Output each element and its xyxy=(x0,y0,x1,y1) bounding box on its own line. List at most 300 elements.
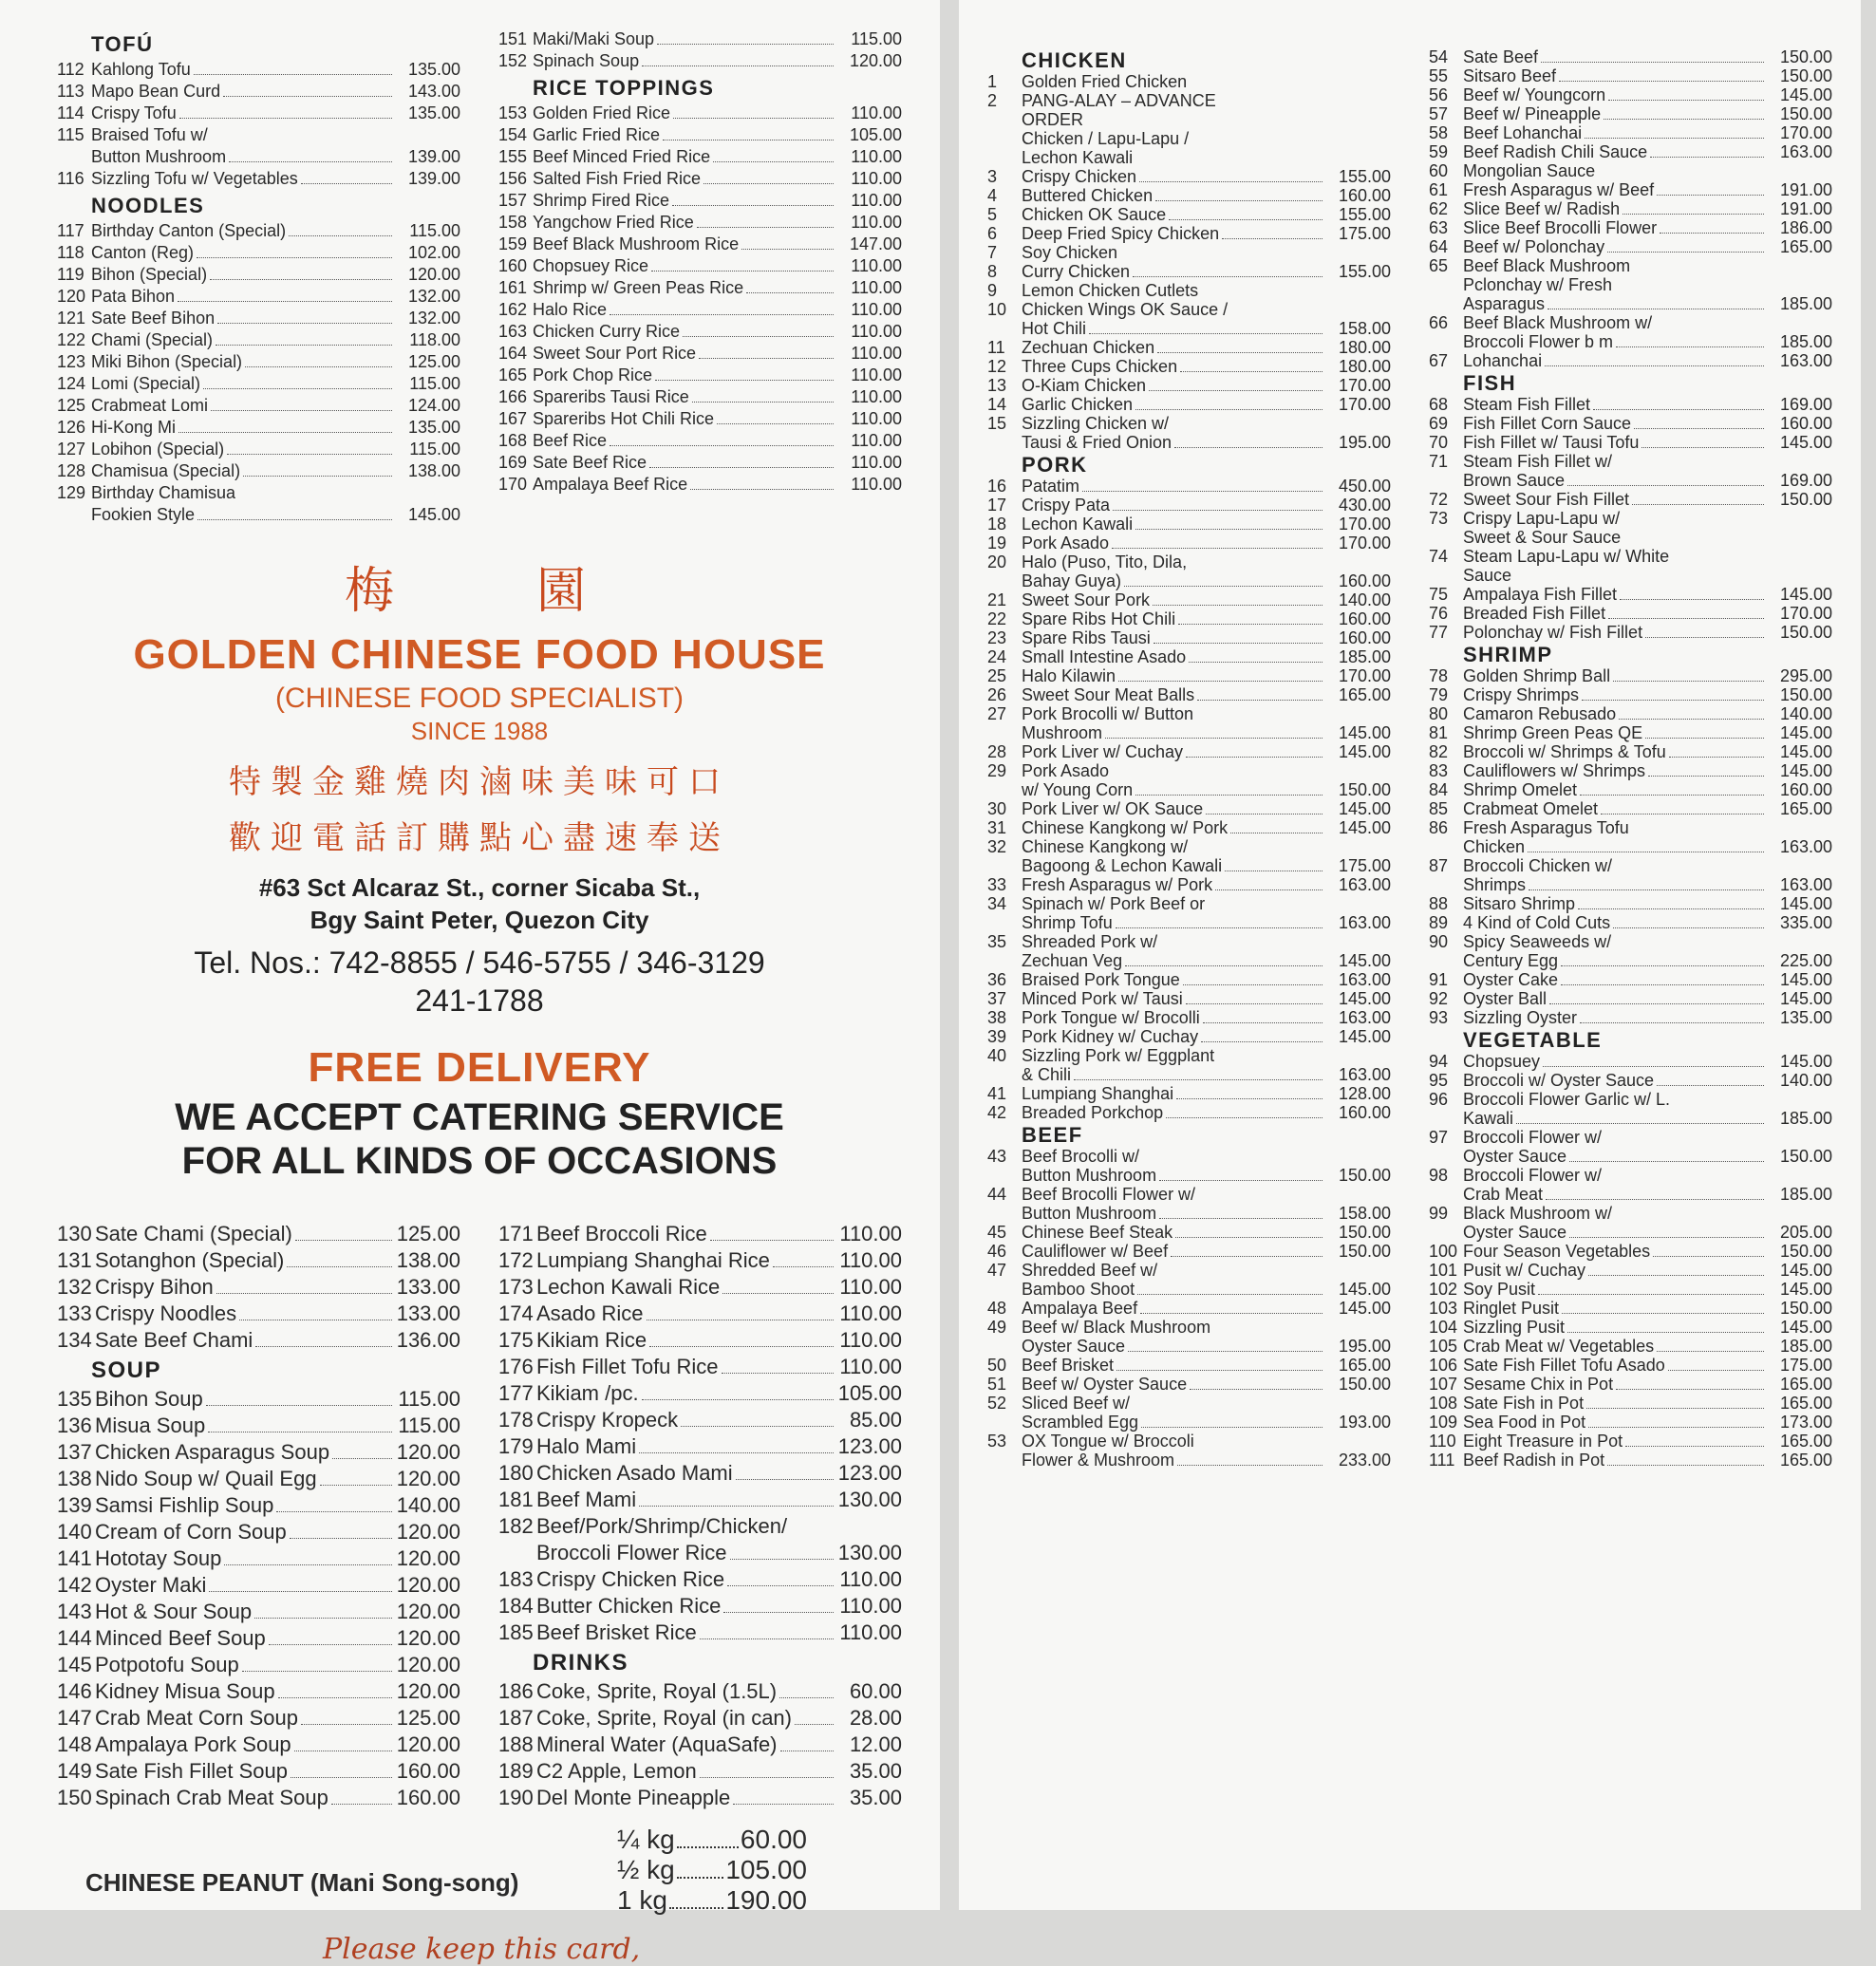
section-heading: RICE TOPPINGS xyxy=(533,76,715,100)
item-number: 150 xyxy=(57,1786,92,1809)
section-heading: SHRIMP xyxy=(1463,643,1553,666)
item-name-wrap xyxy=(533,28,835,50)
item-price: 160.00 xyxy=(396,1759,460,1783)
menu-item-continuation xyxy=(57,146,460,168)
leader-dots xyxy=(1653,1256,1764,1257)
item-name-wrap xyxy=(533,255,835,277)
item-name: Braised Pork Tongue xyxy=(1022,970,1180,989)
item-name: Beef Lohanchai xyxy=(1463,123,1583,142)
menu-item xyxy=(1429,1318,1832,1337)
item-number: 35 xyxy=(987,932,1007,951)
menu-item xyxy=(57,1301,460,1327)
leader-dots xyxy=(1604,119,1764,120)
item-name-wrap xyxy=(1022,243,1324,262)
menu-item xyxy=(1429,1090,1832,1109)
menu-item xyxy=(987,1046,1391,1065)
item-number: 154 xyxy=(498,125,528,144)
item-price: 110.00 xyxy=(851,475,902,494)
item-name: Shredded Beef w/ xyxy=(1022,1261,1158,1280)
leader-dots xyxy=(276,1511,392,1512)
item-name: Crabmeat Lomi xyxy=(91,396,209,415)
peanut-block xyxy=(57,1825,902,1916)
item-name-wrap xyxy=(1463,161,1766,180)
leader-dots xyxy=(672,205,834,206)
item-name: Braised Tofu w/ xyxy=(91,125,208,144)
item-name: Mongolian Sauce xyxy=(1463,161,1596,180)
menu-item-continuation xyxy=(987,571,1391,590)
leader-dots xyxy=(217,323,392,324)
item-price: 180.00 xyxy=(1338,357,1391,376)
item-price: 135.00 xyxy=(407,103,460,122)
item-name-wrap xyxy=(95,1386,394,1413)
item-number: 111 xyxy=(1429,1451,1455,1470)
item-number: 37 xyxy=(987,989,1007,1008)
address-line: #63 Sct Alcaraz St., corner Sicaba St., xyxy=(258,873,701,902)
item-name-wrap xyxy=(1463,123,1766,142)
leader-dots xyxy=(1607,1465,1764,1466)
item-price: 145.00 xyxy=(1338,723,1391,742)
item-number: 27 xyxy=(987,704,1007,723)
item-name-wrap xyxy=(1022,704,1324,723)
item-price: 110.00 xyxy=(839,1594,902,1618)
item-name-wrap xyxy=(533,386,835,408)
item-name: Beef Broccoli Rice xyxy=(536,1222,707,1245)
item-name: Crispy Bihon xyxy=(95,1275,214,1299)
menu-item xyxy=(1429,547,1832,566)
address-line: Bgy Saint Peter, Quezon City xyxy=(310,906,649,934)
item-name: Small Intestine Asado xyxy=(1022,647,1187,666)
item-price: 135.00 xyxy=(407,418,460,437)
leader-dots xyxy=(677,1855,724,1879)
item-name: Samsi Fishlip Soup xyxy=(95,1493,274,1517)
menu-item-continuation xyxy=(987,951,1391,970)
item-name: Pork Brocolli w/ Button xyxy=(1022,704,1194,723)
item-name: Sliced Beef w/ xyxy=(1022,1394,1131,1413)
item-number: 90 xyxy=(1429,932,1449,951)
item-price: 165.00 xyxy=(1779,1432,1832,1451)
item-number: 168 xyxy=(498,431,528,450)
item-name: Spicy Seaweeds w/ xyxy=(1463,932,1612,951)
leader-dots xyxy=(223,96,392,97)
menu-item xyxy=(498,321,902,343)
menu-item xyxy=(498,299,902,321)
menu-item xyxy=(987,496,1391,515)
menu-item xyxy=(1429,237,1832,256)
item-number: 129 xyxy=(57,483,86,502)
item-number: 126 xyxy=(57,418,86,437)
item-name: Black Mushroom w/ xyxy=(1463,1204,1613,1223)
leader-dots xyxy=(209,1591,392,1592)
item-number: 87 xyxy=(1429,856,1449,875)
item-price: 163.00 xyxy=(1338,1008,1391,1027)
menu-item xyxy=(498,234,902,255)
leader-dots xyxy=(1174,447,1323,448)
menu-item xyxy=(987,186,1391,205)
item-name: Crispy Tofu xyxy=(91,103,177,122)
leader-dots xyxy=(242,1671,392,1672)
leader-dots xyxy=(1586,1408,1764,1409)
leader-dots xyxy=(197,519,392,520)
leader-dots xyxy=(1166,1117,1323,1118)
item-name: Broccoli Flower Garlic w/ L. xyxy=(1463,1090,1671,1109)
item-number: 100 xyxy=(1429,1242,1458,1261)
item-name: Brown Sauce xyxy=(1463,471,1566,490)
item-name: Chamisua (Special) xyxy=(91,461,241,480)
item-name-wrap xyxy=(1022,224,1324,243)
item-number: 46 xyxy=(987,1242,1007,1261)
leader-dots xyxy=(289,235,392,236)
item-name: Sitsaro Shrimp xyxy=(1463,894,1576,913)
item-number: 142 xyxy=(57,1573,92,1597)
menu-item xyxy=(987,1299,1391,1318)
item-name: Lomi (Special) xyxy=(91,374,201,393)
menu-item xyxy=(987,224,1391,243)
leader-dots xyxy=(1137,1294,1323,1295)
item-price: 163.00 xyxy=(1338,913,1391,932)
item-number: 112 xyxy=(57,60,84,79)
menu-item xyxy=(987,647,1391,666)
menu-item xyxy=(987,515,1391,534)
menu-item xyxy=(987,894,1391,913)
item-name-wrap xyxy=(536,1433,835,1460)
item-price: 120.00 xyxy=(396,1546,460,1570)
menu-item xyxy=(987,1008,1391,1027)
item-name: Bihon Soup xyxy=(95,1387,203,1411)
menu-top-columns xyxy=(57,28,902,526)
leader-dots xyxy=(1620,599,1764,600)
item-name: Canton (Reg) xyxy=(91,243,195,262)
menu-item xyxy=(1429,1432,1832,1451)
leader-dots xyxy=(1580,795,1764,796)
item-number: 33 xyxy=(987,875,1007,894)
catering-line: WE ACCEPT CATERING SERVICE xyxy=(175,1096,784,1138)
item-name: Curry Chicken xyxy=(1022,262,1131,281)
item-price: 145.00 xyxy=(1338,989,1391,1008)
item-name: Oyster Sauce xyxy=(1022,1337,1126,1356)
item-price: 110.00 xyxy=(839,1275,902,1299)
item-name-wrap xyxy=(1022,761,1324,780)
leader-dots xyxy=(673,118,834,119)
leader-dots xyxy=(699,358,834,359)
menu-item xyxy=(1429,1356,1832,1375)
item-name-wrap xyxy=(1463,666,1766,685)
item-name-wrap xyxy=(1463,180,1766,199)
leader-dots xyxy=(1608,100,1764,101)
item-name-wrap xyxy=(1463,85,1766,104)
leader-dots xyxy=(733,1804,834,1805)
item-price: 115.00 xyxy=(409,440,460,459)
item-number: 49 xyxy=(987,1318,1007,1337)
item-name-wrap xyxy=(95,1652,394,1678)
item-name: Scrambled Egg xyxy=(1022,1413,1139,1432)
item-price: 430.00 xyxy=(1338,496,1391,515)
weight-qty: ¼ kg xyxy=(617,1825,675,1854)
item-price: 136.00 xyxy=(396,1328,460,1352)
item-name: Sizzling Pusit xyxy=(1463,1318,1566,1337)
item-name: Crab Meat w/ Vegetables xyxy=(1463,1337,1655,1356)
item-name: Camaron Rebusado xyxy=(1463,704,1617,723)
leader-dots xyxy=(669,1885,723,1909)
item-name: Tausi & Fried Onion xyxy=(1022,433,1172,452)
menu-item xyxy=(987,1084,1391,1103)
item-name-wrap xyxy=(91,460,394,482)
item-name-wrap xyxy=(1463,1166,1766,1185)
menu-item xyxy=(1429,1451,1832,1470)
leader-dots xyxy=(291,1777,392,1778)
leader-dots xyxy=(1562,1313,1764,1314)
item-name-wrap xyxy=(1463,623,1766,642)
item-name-wrap xyxy=(533,299,835,321)
menu-item xyxy=(1429,685,1832,704)
leader-dots xyxy=(642,1399,834,1400)
item-name-wrap xyxy=(1022,376,1324,395)
item-number: 85 xyxy=(1429,799,1449,818)
item-price: 185.00 xyxy=(1779,332,1832,351)
menu-item xyxy=(987,357,1391,376)
item-price: 175.00 xyxy=(1338,856,1391,875)
item-name-wrap xyxy=(1022,205,1324,224)
item-name: Hot Chili xyxy=(1022,319,1087,338)
item-name-wrap xyxy=(95,1572,394,1599)
item-name-wrap xyxy=(95,1545,394,1572)
item-number: 17 xyxy=(987,496,1007,515)
item-number: 123 xyxy=(57,352,86,371)
item-name: Beef Minced Fried Rice xyxy=(533,147,711,166)
leader-dots xyxy=(1197,700,1323,701)
item-name: Ampalaya Fish Fillet xyxy=(1463,585,1618,604)
item-name: Breaded Porkchop xyxy=(1022,1103,1164,1122)
item-number: 38 xyxy=(987,1008,1007,1027)
item-price: 145.00 xyxy=(1779,894,1832,913)
menu-item xyxy=(987,91,1391,110)
item-number: 36 xyxy=(987,970,1007,989)
item-price: 150.00 xyxy=(1779,623,1832,642)
menu-item xyxy=(57,1413,460,1439)
item-price: 139.00 xyxy=(407,147,460,166)
item-number: 130 xyxy=(57,1222,92,1245)
weight-price: 190.00 xyxy=(725,1885,807,1915)
item-price: 35.00 xyxy=(849,1759,902,1783)
item-price: 120.00 xyxy=(396,1440,460,1464)
leader-dots xyxy=(1222,238,1323,239)
item-name-wrap xyxy=(1463,913,1766,932)
item-name-wrap xyxy=(533,212,835,234)
item-price: 150.00 xyxy=(1779,490,1832,509)
leader-dots xyxy=(610,314,834,315)
item-number: 51 xyxy=(987,1375,1007,1394)
item-name-wrap xyxy=(1463,1090,1766,1109)
item-price: 12.00 xyxy=(849,1732,902,1756)
item-name: Crispy Kropeck xyxy=(536,1408,679,1432)
item-name-wrap xyxy=(1463,742,1766,761)
leader-dots xyxy=(717,423,834,424)
item-number: 91 xyxy=(1429,970,1449,989)
item-number: 86 xyxy=(1429,818,1449,837)
item-name-wrap xyxy=(536,1487,835,1513)
item-name: Crab Meat xyxy=(1463,1185,1544,1204)
leader-dots xyxy=(178,301,392,302)
item-price: 128.00 xyxy=(1338,1084,1391,1103)
item-price: 145.00 xyxy=(1779,742,1832,761)
menu-item xyxy=(57,264,460,286)
leader-dots xyxy=(178,432,392,433)
section-heading: NOODLES xyxy=(91,194,205,217)
menu-column xyxy=(987,47,1391,1470)
item-name: Spareribs Tausi Rice xyxy=(533,387,689,406)
item-number: 48 xyxy=(987,1299,1007,1318)
menu-item xyxy=(57,1705,460,1732)
leader-dots xyxy=(1186,1003,1323,1004)
item-name: Minced Pork w/ Tausi xyxy=(1022,989,1183,1008)
brand-since: SINCE 1988 xyxy=(410,717,549,745)
item-number: 149 xyxy=(57,1759,92,1783)
item-name: Sate Beef Bihon xyxy=(91,309,216,328)
item-name: Lumpiang Shanghai xyxy=(1022,1084,1174,1103)
menu-item xyxy=(498,1433,902,1460)
item-number: 2 xyxy=(987,91,998,110)
item-price: 225.00 xyxy=(1779,951,1832,970)
item-name-wrap xyxy=(91,103,394,124)
menu-item-continuation xyxy=(987,1413,1391,1432)
menu-item xyxy=(57,1625,460,1652)
menu-item xyxy=(987,799,1391,818)
menu-item xyxy=(498,146,902,168)
menu-item xyxy=(1429,490,1832,509)
menu-item xyxy=(57,417,460,439)
item-name: Crispy Chicken xyxy=(1022,167,1137,186)
item-price: 173.00 xyxy=(1779,1413,1832,1432)
menu-item-continuation xyxy=(987,1204,1391,1223)
item-price: 150.00 xyxy=(1779,47,1832,66)
item-name: Cauliflower w/ Beef xyxy=(1022,1242,1169,1261)
item-price: 165.00 xyxy=(1779,1375,1832,1394)
item-name: Ampalaya Beef xyxy=(1022,1299,1138,1318)
item-name-wrap xyxy=(95,1519,394,1545)
item-number: 184 xyxy=(498,1594,534,1618)
menu-item xyxy=(987,628,1391,647)
item-number: 121 xyxy=(57,309,86,328)
leader-dots xyxy=(1545,365,1764,366)
item-name-wrap xyxy=(1022,1299,1324,1318)
item-number: 72 xyxy=(1429,490,1449,509)
item-price: 130.00 xyxy=(837,1541,902,1564)
leader-dots xyxy=(1169,219,1323,220)
menu-item xyxy=(57,351,460,373)
item-name: Soy Pusit xyxy=(1463,1280,1536,1299)
item-name: & Chili xyxy=(1022,1065,1072,1084)
item-name: Sate Beef Chami xyxy=(95,1328,253,1352)
item-name-wrap xyxy=(1022,685,1324,704)
item-name: Steam Fish Fillet w/ xyxy=(1463,452,1613,471)
item-price: 163.00 xyxy=(1779,142,1832,161)
item-number: 41 xyxy=(987,1084,1007,1103)
item-price: 123.00 xyxy=(837,1434,902,1458)
item-name: Fresh Asparagus Tofu xyxy=(1463,818,1629,837)
item-name: Shreaded Pork w/ xyxy=(1022,932,1158,951)
menu-item xyxy=(987,262,1391,281)
item-number: 109 xyxy=(1429,1413,1458,1432)
item-number: 80 xyxy=(1429,704,1449,723)
leader-dots xyxy=(1559,81,1764,82)
item-price: 185.00 xyxy=(1338,647,1391,666)
leader-dots xyxy=(1561,965,1764,966)
menu-item xyxy=(1429,666,1832,685)
item-name-wrap xyxy=(533,452,835,474)
menu-item xyxy=(987,1318,1391,1337)
item-name: Button Mushroom xyxy=(91,147,227,166)
item-number: 114 xyxy=(57,103,84,122)
item-name-wrap xyxy=(1022,1242,1324,1261)
item-number: 58 xyxy=(1429,123,1449,142)
item-name-wrap xyxy=(1022,477,1324,496)
item-price: 132.00 xyxy=(407,309,460,328)
item-name-wrap xyxy=(536,1301,835,1327)
item-name-wrap xyxy=(1022,300,1324,319)
item-number: 9 xyxy=(987,281,998,300)
item-number: 12 xyxy=(987,357,1007,376)
item-name: Pork Chop Rice xyxy=(533,365,653,384)
item-price: 170.00 xyxy=(1779,123,1832,142)
item-name: Sizzling Pork w/ Eggplant xyxy=(1022,1046,1215,1065)
leader-dots xyxy=(216,1293,392,1294)
item-name-wrap xyxy=(91,81,394,103)
menu-item xyxy=(57,220,460,242)
leader-dots xyxy=(610,445,834,446)
leader-dots xyxy=(1118,681,1323,682)
leader-dots xyxy=(211,410,392,411)
item-name: Salted Fish Fried Rice xyxy=(533,169,702,188)
item-price: 233.00 xyxy=(1338,1451,1391,1470)
item-number: 95 xyxy=(1429,1071,1449,1090)
menu-item xyxy=(1429,623,1832,642)
item-price: 139.00 xyxy=(407,169,460,188)
item-number: 53 xyxy=(987,1432,1007,1451)
item-name-wrap xyxy=(1463,1128,1766,1147)
item-price: 120.00 xyxy=(407,265,460,284)
item-number: 11 xyxy=(987,338,1005,357)
item-name-wrap xyxy=(1022,799,1324,818)
item-name-wrap xyxy=(1022,357,1324,376)
item-number: 131 xyxy=(57,1248,92,1272)
item-name: 4 Kind of Cold Cuts xyxy=(1463,913,1611,932)
item-price: 60.00 xyxy=(849,1679,902,1703)
item-price: 160.00 xyxy=(1338,628,1391,647)
item-name-wrap xyxy=(95,1247,394,1274)
item-price: 110.00 xyxy=(839,1355,902,1378)
item-name-wrap xyxy=(1022,262,1324,281)
item-name: Maki/Maki Soup xyxy=(533,29,655,48)
item-name: Beef Black Mushroom w/ xyxy=(1463,313,1653,332)
item-price: 170.00 xyxy=(1338,534,1391,552)
leader-dots xyxy=(1580,1022,1764,1023)
item-name: Three Cups Chicken xyxy=(1022,357,1178,376)
leader-dots xyxy=(1616,346,1764,347)
menu-item xyxy=(987,414,1391,433)
item-name: Chicken OK Sauce xyxy=(1022,205,1167,224)
leader-dots xyxy=(254,1618,392,1619)
leader-dots xyxy=(1135,795,1323,796)
leader-dots xyxy=(1112,548,1323,549)
item-price: 145.00 xyxy=(1338,818,1391,837)
leader-dots xyxy=(1613,681,1764,682)
leader-dots xyxy=(649,1346,834,1347)
menu-item xyxy=(1429,1261,1832,1280)
item-name: Coke, Sprite, Royal (in can) xyxy=(536,1706,792,1730)
item-name-wrap xyxy=(91,417,394,439)
menu-item xyxy=(1429,1071,1832,1090)
item-name: Pata Bihon xyxy=(91,287,176,306)
item-price: 191.00 xyxy=(1779,199,1832,218)
